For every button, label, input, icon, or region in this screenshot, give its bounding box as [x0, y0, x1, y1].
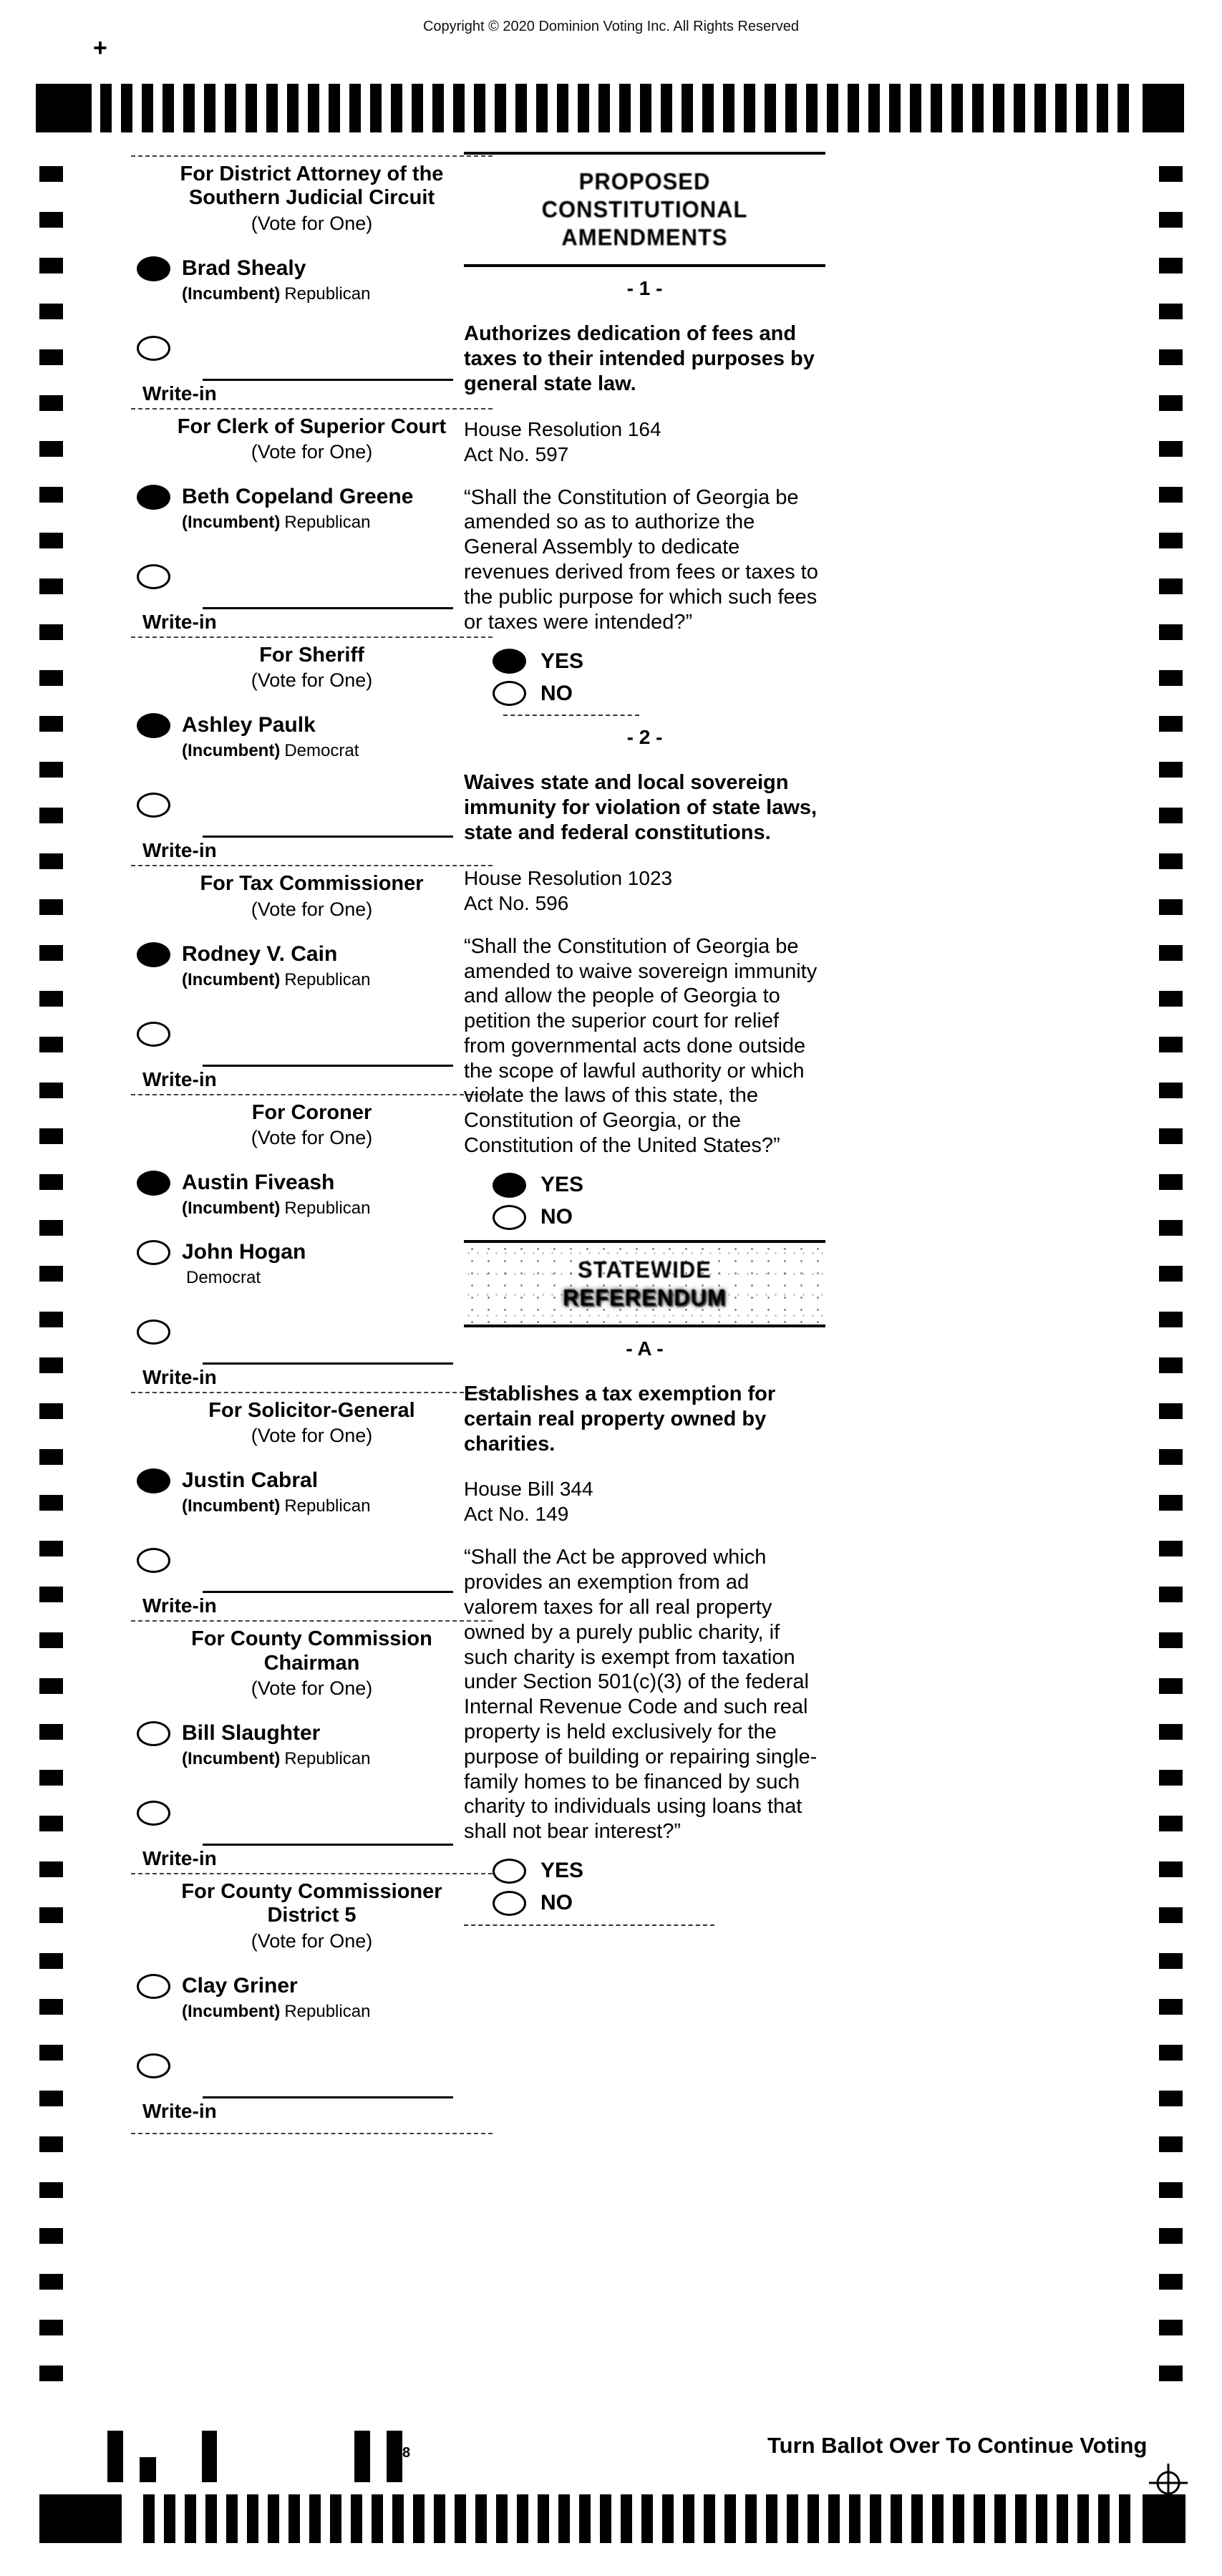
incumbent-label: (Incumbent): [182, 741, 281, 761]
vote-for-one-label: (Vote for One): [251, 898, 373, 920]
timing-marks-top: [100, 84, 1137, 132]
registration-plus-mark: +: [93, 34, 107, 62]
party-label: Republican: [284, 513, 371, 533]
party-label: Democrat: [186, 1268, 261, 1288]
candidate-name: Ashley Paulk: [182, 713, 316, 737]
authority-line: Act No. 596: [464, 891, 569, 914]
party-label: Republican: [284, 1496, 371, 1516]
write-in-label: Write-in: [142, 1594, 217, 1617]
measure-number: - 2 -: [626, 726, 663, 749]
contest-separator: [131, 1873, 493, 1874]
measure-separator: [503, 715, 639, 716]
referendum-header-box: [464, 1240, 825, 1327]
vote-for-one-label: (Vote for One): [251, 212, 373, 234]
write-in-label: Write-in: [142, 1067, 217, 1090]
vote-for-one-label: (Vote for One): [251, 1425, 373, 1447]
contest-clerk-superior-court: [131, 408, 493, 634]
write-in-oval[interactable]: [137, 1801, 170, 1826]
sequence-glyph: 8: [402, 2445, 411, 2461]
yes-row: [493, 1173, 825, 1198]
no-oval[interactable]: [493, 1891, 526, 1916]
amendments-header-box: [464, 152, 825, 267]
code-bar: [354, 2431, 370, 2482]
contest-title: For County Commission Chairman: [191, 1627, 432, 1675]
contest-title: For County Commissioner District 5: [181, 1880, 442, 1927]
contest-separator: [131, 2133, 493, 2134]
code-bar: [140, 2457, 156, 2482]
yes-oval[interactable]: [493, 1859, 526, 1884]
candidate-row: [137, 942, 493, 990]
party-label: Republican: [284, 1749, 371, 1769]
candidate-row: [137, 1468, 493, 1516]
write-in-oval[interactable]: [137, 793, 170, 818]
vote-oval[interactable]: [137, 1171, 170, 1196]
measures-column: [464, 152, 825, 1926]
measure-referendum-a: [464, 1337, 825, 1926]
contest-title: For Tax Commissioner: [200, 872, 424, 896]
code-bar: [107, 2431, 123, 2482]
write-in-oval[interactable]: [137, 564, 170, 589]
write-in-line[interactable]: [203, 1589, 453, 1593]
timing-block-bottom-right: [1143, 2494, 1185, 2543]
write-in-oval[interactable]: [137, 1548, 170, 1573]
contest-separator: [131, 636, 493, 638]
write-in-line[interactable]: [203, 1063, 453, 1067]
write-in-label: Write-in: [142, 839, 217, 862]
amendments-header-line: PROPOSED: [578, 168, 711, 195]
candidate-meta: [182, 1199, 370, 1219]
incumbent-label: (Incumbent): [182, 2001, 281, 2021]
authority-line: House Resolution 1023: [464, 866, 673, 889]
candidate-name: Bill Slaughter: [182, 1721, 321, 1745]
write-in-label: Write-in: [142, 1366, 217, 1389]
yes-label: YES: [540, 1173, 584, 1197]
measure-summary: Authorizes dedication of fees and taxes to their intended purposes by general state law.: [464, 322, 815, 395]
write-in-line[interactable]: [203, 606, 453, 609]
vote-oval[interactable]: [137, 1468, 170, 1493]
turn-ballot-over-label: Turn Ballot Over To Continue Voting: [767, 2433, 1148, 2458]
write-in-line[interactable]: [203, 834, 453, 838]
contest-separator: [131, 1094, 493, 1095]
incumbent-label: (Incumbent): [182, 284, 281, 304]
no-label: NO: [540, 1205, 573, 1229]
vote-oval[interactable]: [137, 942, 170, 967]
timing-marks-bottom: [143, 2494, 1134, 2543]
incumbent-label: (Incumbent): [182, 513, 281, 533]
no-oval[interactable]: [493, 1205, 526, 1230]
write-in-oval[interactable]: [137, 2053, 170, 2078]
candidate-meta: [182, 513, 413, 533]
vote-for-one-label: (Vote for One): [251, 1929, 373, 1952]
measure-question: “Shall the Constitution of Georgia be amended so as to authorize the General Assembly to dedicate revenues derived from fees or taxes to the public purpose for which such fees or taxes were intended?”: [464, 485, 818, 634]
yes-oval[interactable]: [493, 1173, 526, 1198]
contest-separator: [131, 1620, 493, 1622]
write-in-oval[interactable]: [137, 1022, 170, 1047]
candidate-name: Brad Shealy: [182, 256, 306, 280]
timing-marks-left: [39, 166, 63, 2394]
yes-row: [493, 1859, 825, 1884]
copyright-line: Copyright © 2020 Dominion Voting Inc. All Rights Reserved: [422, 19, 799, 34]
contest-tax-commissioner: [131, 865, 493, 1090]
vote-oval[interactable]: [137, 256, 170, 281]
write-in-label: Write-in: [142, 2099, 217, 2122]
measure-number: - 1 -: [626, 277, 663, 300]
contest-separator: [131, 155, 493, 157]
write-in-label: Write-in: [142, 611, 217, 634]
yes-label: YES: [540, 1859, 584, 1883]
measure-authority: [464, 1476, 825, 1526]
candidate-row: [137, 1171, 493, 1219]
candidate-name: Austin Fiveash: [182, 1171, 335, 1195]
measure-amendment-2: [464, 726, 825, 1230]
candidate-column: [131, 152, 493, 2140]
candidate-name: John Hogan: [182, 1240, 306, 1264]
party-label: Republican: [284, 284, 371, 304]
contest-title: For Solicitor-General: [208, 1399, 415, 1423]
no-label: NO: [540, 681, 573, 705]
vote-oval[interactable]: [137, 1721, 170, 1746]
measure-authority: [464, 866, 825, 916]
candidate-meta: [182, 1749, 370, 1769]
amendments-header-line: CONSTITUTIONAL: [541, 196, 748, 223]
contest-county-commission-chairman: [131, 1620, 493, 1870]
candidate-name: Beth Copeland Greene: [182, 485, 414, 509]
candidate-name: Justin Cabral: [182, 1468, 319, 1493]
candidate-row: [137, 1721, 493, 1769]
timing-marks-right: [1159, 166, 1183, 2394]
write-in-oval[interactable]: [137, 336, 170, 361]
party-label: Republican: [284, 1199, 371, 1219]
contest-district-attorney: [131, 155, 493, 405]
vote-oval[interactable]: [137, 1974, 170, 1999]
contest-separator: [131, 865, 493, 866]
candidate-name: Clay Griner: [182, 1973, 298, 1998]
candidate-meta: [182, 1268, 306, 1288]
yes-row: [493, 649, 825, 674]
yes-oval[interactable]: [493, 649, 526, 674]
contest-title: For Coroner: [251, 1100, 372, 1124]
write-in-label: Write-in: [142, 1847, 217, 1870]
write-in-line[interactable]: [203, 2095, 453, 2098]
write-in-oval[interactable]: [137, 1320, 170, 1345]
contest-title: For Clerk of Superior Court: [177, 415, 447, 438]
measure-summary: Establishes a tax exemption for certain real property owned by charities.: [464, 1382, 776, 1456]
amendments-header-line: AMENDMENTS: [561, 224, 728, 251]
referendum-header-line: REFERENDUM: [563, 1284, 727, 1311]
candidate-meta: [182, 1496, 370, 1516]
candidate-row: [137, 713, 493, 761]
contest-coroner: [131, 1094, 493, 1389]
party-label: Republican: [284, 969, 371, 989]
contest-county-commissioner-district-5: [131, 1873, 493, 2134]
contest-sheriff: [131, 636, 493, 862]
write-in-line[interactable]: [203, 1842, 453, 1846]
contest-title: For District Attorney of the Southern Judicial Circuit: [180, 163, 444, 210]
candidate-meta: [182, 2002, 370, 2022]
measure-question: “Shall the Constitution of Georgia be amended to waive sovereign immunity and allow the people of Georgia to petition the superior court for relief from governmental acts done outside the scope of lawful authority or which violate the laws of this state, the Constitution of Georgia, or the Constitution of the United States?”: [464, 934, 818, 1158]
no-label: NO: [540, 1891, 573, 1915]
code-bar: [202, 2431, 217, 2482]
authority-line: Act No. 597: [464, 442, 569, 465]
timing-block-bottom-left: [39, 2494, 122, 2543]
candidate-name: Rodney V. Cain: [182, 941, 338, 966]
vote-for-one-label: (Vote for One): [251, 1127, 373, 1149]
vote-oval[interactable]: [137, 1240, 170, 1265]
candidate-row: [137, 1240, 493, 1288]
write-in-line[interactable]: [203, 377, 453, 381]
no-row: [493, 1205, 825, 1230]
timing-block-top-right: [1143, 84, 1184, 132]
candidate-row: [137, 1974, 493, 2022]
write-in-line[interactable]: [203, 1361, 453, 1365]
candidate-meta: [182, 741, 359, 761]
vote-for-one-label: (Vote for One): [251, 669, 373, 692]
measure-authority: [464, 417, 825, 467]
referendum-header-line: STATEWIDE: [578, 1256, 712, 1283]
no-row: [493, 1891, 825, 1916]
code-bar: [387, 2431, 402, 2482]
candidate-meta: [182, 284, 370, 304]
measure-separator: [464, 1924, 714, 1926]
candidate-row: [137, 485, 493, 533]
incumbent-label: (Incumbent): [182, 1199, 281, 1219]
contest-separator: [131, 1392, 493, 1393]
no-row: [493, 681, 825, 706]
contest-title: For Sheriff: [259, 644, 364, 667]
incumbent-label: (Incumbent): [182, 1749, 281, 1769]
vote-for-one-label: (Vote for One): [251, 1677, 373, 1700]
authority-line: House Bill 344: [464, 1478, 593, 1501]
party-label: Democrat: [284, 741, 359, 761]
measure-question: “Shall the Act be approved which provides an exemption from ad valorem taxes for all real property owned by a purely public charity, if such charity is exempt from taxation under Section 501(c)(3) of the federal Internal Revenue Code and such real property is held exclusively for the purpose of building or repairing single-family homes to be financed by such charity to individuals using loans that shall not bear interest?”: [464, 1546, 818, 1844]
write-in-label: Write-in: [142, 382, 217, 405]
contest-separator: [131, 408, 493, 410]
measure-amendment-1: [464, 277, 825, 716]
vote-for-one-label: (Vote for One): [251, 441, 373, 463]
vote-oval[interactable]: [137, 713, 170, 738]
authority-line: House Resolution 164: [464, 417, 661, 440]
timing-block-top-left: [36, 84, 92, 132]
yes-label: YES: [540, 649, 584, 673]
candidate-row: [137, 256, 493, 304]
measure-number: - A -: [626, 1337, 664, 1360]
no-oval[interactable]: [493, 681, 526, 706]
authority-line: Act No. 149: [464, 1503, 569, 1526]
party-label: Republican: [284, 2001, 371, 2021]
incumbent-label: (Incumbent): [182, 969, 281, 989]
measure-summary: Waives state and local sovereign immunity for violation of state laws, state and federal constitutions.: [464, 771, 818, 844]
vote-oval[interactable]: [137, 485, 170, 510]
candidate-meta: [182, 970, 370, 990]
incumbent-label: (Incumbent): [182, 1496, 281, 1516]
contest-solicitor-general: [131, 1392, 493, 1617]
